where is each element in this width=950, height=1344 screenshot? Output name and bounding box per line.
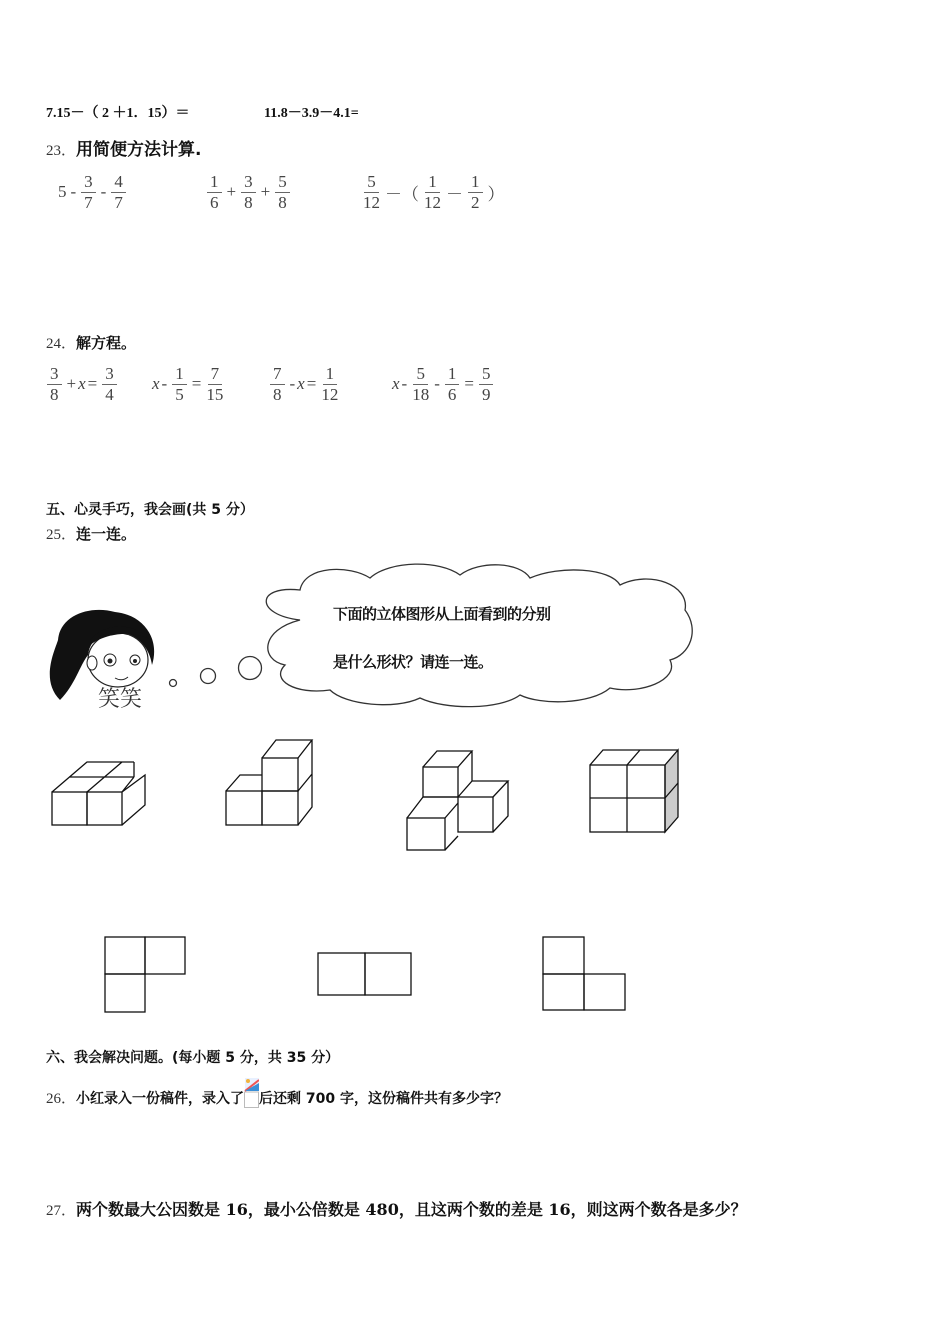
question-number: 24． bbox=[46, 336, 77, 352]
operator: - bbox=[289, 374, 296, 394]
section-5-title: 五、心灵手巧，我会画(共 5 分） bbox=[46, 502, 254, 518]
operator: + bbox=[260, 182, 271, 202]
question-text: 解方程。 bbox=[76, 334, 137, 352]
numerator: 7 bbox=[270, 364, 285, 385]
question-number: 25． bbox=[46, 527, 77, 543]
denominator: 8 bbox=[278, 192, 287, 212]
numerator: 4 bbox=[111, 172, 126, 193]
question-text-after: 后还剩 700 字，这份稿件共有多少字？ bbox=[259, 1091, 508, 1107]
denominator: 6 bbox=[210, 192, 219, 212]
thought-cloud bbox=[266, 564, 692, 707]
numerator: 1 bbox=[425, 172, 440, 193]
numerator: 1 bbox=[207, 172, 222, 193]
operator: = bbox=[306, 374, 317, 394]
question-text: 用简便方法计算. bbox=[76, 140, 202, 160]
variable: x bbox=[392, 374, 400, 394]
denominator: 7 bbox=[84, 192, 93, 212]
question-text-before: 小红录入一份稿件，录入了 bbox=[76, 1091, 245, 1107]
top-view-b bbox=[318, 953, 411, 995]
operator: －（ bbox=[385, 184, 419, 204]
operator: - bbox=[100, 182, 107, 202]
denominator: 12 bbox=[321, 384, 339, 404]
numerator: 3 bbox=[47, 364, 62, 385]
thought-bubbles bbox=[170, 657, 262, 687]
calc-expression-2: 11.8－3.9－4.1= bbox=[264, 106, 359, 121]
denominator: 8 bbox=[273, 384, 282, 404]
broken-image-icon bbox=[244, 1078, 259, 1108]
denominator: 7 bbox=[114, 192, 123, 212]
denominator: 12 bbox=[363, 192, 380, 212]
variable: x bbox=[297, 374, 305, 394]
top-view-c bbox=[543, 937, 625, 1010]
operator: = bbox=[464, 374, 474, 394]
question-27 bbox=[46, 1197, 747, 1220]
question-number: 26． bbox=[46, 1091, 77, 1107]
operator: - bbox=[401, 374, 408, 394]
denominator: 15 bbox=[206, 384, 224, 404]
operator: + bbox=[226, 182, 237, 202]
denominator: 5 bbox=[175, 384, 184, 404]
cloud-text-line-2: 是什么形状？请连一连。 bbox=[333, 653, 493, 671]
operator: + bbox=[66, 374, 77, 394]
numerator: 1 bbox=[468, 172, 483, 193]
top-view-a bbox=[105, 937, 185, 1012]
denominator: 2 bbox=[471, 192, 480, 212]
numerator: 5 bbox=[364, 172, 379, 193]
numerator: 1 bbox=[172, 364, 187, 385]
numerator: 1 bbox=[323, 364, 338, 385]
denominator: 8 bbox=[50, 384, 59, 404]
numerator: 5 bbox=[413, 364, 428, 385]
numerator: 5 bbox=[479, 364, 494, 385]
number: 5 bbox=[58, 182, 67, 202]
operator: - bbox=[161, 374, 168, 394]
solid-figure-1 bbox=[52, 762, 145, 825]
question-number: 27． bbox=[46, 1203, 77, 1219]
operator: ） bbox=[487, 184, 505, 204]
solid-figure-4 bbox=[590, 750, 678, 832]
numerator: 7 bbox=[208, 364, 223, 385]
cloud-text-line-1: 下面的立体图形从上面看到的分别 bbox=[333, 605, 551, 623]
variable: x bbox=[152, 374, 160, 394]
numerator: 5 bbox=[275, 172, 290, 193]
variable: x bbox=[78, 374, 86, 394]
numerator: 1 bbox=[445, 364, 460, 385]
question-number: 23． bbox=[46, 143, 77, 159]
question-text: 连一连。 bbox=[76, 525, 137, 543]
question-26 bbox=[46, 1078, 508, 1108]
operator: - bbox=[434, 374, 440, 394]
numerator: 3 bbox=[81, 172, 96, 193]
solid-figure-2 bbox=[226, 740, 312, 825]
operator: － bbox=[446, 184, 463, 204]
denominator: 18 bbox=[412, 384, 430, 404]
operator: = bbox=[191, 374, 202, 394]
denominator: 6 bbox=[447, 384, 457, 404]
operator: - bbox=[70, 182, 77, 202]
calc-expression-1: 7.15－（ 2 ＋1．15）＝ bbox=[46, 106, 190, 121]
operator: = bbox=[87, 374, 98, 394]
solid-figure-3 bbox=[407, 751, 508, 850]
denominator: 9 bbox=[481, 384, 491, 404]
section-6-title: 六、我会解决问题。(每小题 5 分，共 35 分） bbox=[46, 1050, 340, 1066]
numerator: 3 bbox=[102, 364, 117, 385]
denominator: 4 bbox=[105, 384, 114, 404]
girl-name-label: 笑笑 bbox=[98, 687, 143, 712]
question-text: 两个数最大公因数是 16，最小公倍数是 480，且这两个数的差是 16，则这两个数各是多少？ bbox=[76, 1200, 747, 1219]
denominator: 8 bbox=[244, 192, 253, 212]
denominator: 12 bbox=[424, 192, 441, 212]
numerator: 3 bbox=[241, 172, 256, 193]
